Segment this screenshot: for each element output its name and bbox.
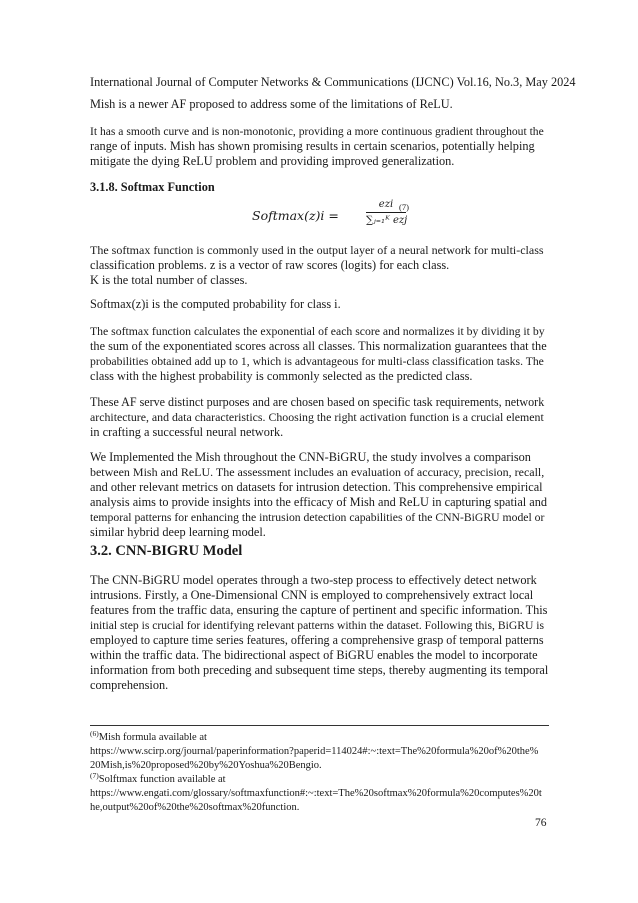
footnote-7	[90, 773, 549, 787]
text-line: probabilities obtained add up to 1, which is advantageous for multi-class classification tasks. The	[90, 355, 544, 368]
text-line: These AF serve distinct purposes and are chosen based on specific task requirements, network	[90, 395, 545, 409]
text-line: employed to capture time series features, offering a comprehensive grasp of temporal patterns	[90, 633, 544, 647]
softmax-formula	[252, 198, 422, 234]
text-line: temporal patterns for enhancing the intrusion detection capabilities of the CNN-BiGRU model or	[90, 511, 545, 524]
softmax-probability-line	[90, 297, 549, 312]
text-line: within the traffic data. The bidirectional aspect of BiGRU enables the model to incorporate	[90, 648, 538, 662]
footnote-text: Solftmax function available at	[98, 774, 226, 785]
softmax-definition	[90, 243, 549, 288]
text-line: similar hybrid deep learning model.	[90, 525, 266, 539]
equation-number: (7)	[399, 202, 409, 212]
text-line: between Mish and ReLU. The assessment includes an evaluation of accuracy, precision, recall,	[90, 465, 545, 479]
text-line: intrusions. Firstly, a One-Dimensional CNN is employed to comprehensively extract local	[90, 588, 534, 602]
text-line: features from the traffic data, ensuring the capture of pertinent and specific information. This	[90, 603, 548, 617]
text-line: comprehension.	[90, 678, 169, 692]
text-line: The softmax function calculates the exponential of each score and normalizes it by dividing it by	[90, 325, 545, 338]
footnote-mark: (6)	[90, 729, 99, 738]
page-number: 76	[535, 817, 547, 829]
footnote-6	[90, 731, 549, 745]
text-line: K is the total number of classes.	[90, 273, 248, 287]
text-line: architecture, and data characteristics. Choosing the right activation function is a crucial element	[90, 410, 544, 424]
footnote-link[interactable]: 20Mish,is%20proposed%20by%20Yoshua%20Bengio.	[90, 760, 322, 771]
footnote-link[interactable]: https://www.engati.com/glossary/softmaxfunction#:~:text=The%20softmax%20formula%20computes%20t	[90, 788, 542, 799]
footnote-rule	[90, 725, 549, 726]
text-line: information from both preceding and subsequent time steps, thereby augmenting its temporal	[90, 663, 549, 677]
formula-numerator: ezi	[378, 199, 394, 210]
text-line: class with the highest probability is commonly selected as the predicted class.	[90, 369, 473, 383]
text-line: in crafting a successful neural network.	[90, 425, 284, 439]
text-line: analysis aims to provide insights into the efficacy of Mish and ReLU in capturing spatial and	[90, 495, 548, 509]
formula-denominator: ∑ⱼ₌₁ᴷ ezj	[366, 215, 408, 226]
footnote-mark: (7)	[90, 771, 99, 780]
text-line: It has a smooth curve and is non-monotonic, providing a more continuous gradient throughout the	[90, 125, 544, 138]
text-line: The CNN-BiGRU model operates through a two-step process to effectively detect network	[90, 573, 537, 587]
footnote-link[interactable]: he,output%20of%20the%20softmax%20function.	[90, 802, 300, 813]
text-line: Softmax(z)i is the computed probability for class i.	[90, 297, 341, 311]
text-line: We Implemented the Mish throughout the CNN-BiGRU, the study involves a comparison	[90, 450, 531, 464]
cnn-bigru-paragraph	[90, 573, 549, 693]
text-line: initial step is crucial for identifying relevant patterns within the dataset. Following this, BiGRU is	[90, 619, 544, 632]
text-line: The softmax function is commonly used in the output layer of a neural network for multi-class	[90, 243, 544, 257]
text-line: and other relevant metrics on datasets for intrusion detection. This comprehensive empirical	[90, 480, 543, 494]
subsection-heading: 3.1.8. Softmax Function	[90, 180, 215, 194]
formula-lhs: 𝑆𝑜𝑓𝑡𝑚𝑎𝑥(𝑧)𝑖 =	[252, 208, 339, 223]
text-line: mitigate the dying ReLU problem and providing improved generalization.	[90, 154, 455, 168]
running-header: International Journal of Computer Networks & Communications (IJCNC) Vol.16, No.3, May 2024	[90, 75, 576, 89]
footnotes	[90, 731, 549, 815]
mish-paragraph	[90, 124, 549, 169]
text-line: range of inputs. Mish has shown promising results in certain scenarios, potentially helping	[90, 139, 535, 153]
fraction-bar	[366, 212, 406, 213]
text-line: classification problems. z is a vector of raw scores (logits) for each class.	[90, 258, 450, 272]
footnote-link[interactable]: https://www.scirp.org/journal/paperinformation?paperid=114024#:~:text=The%20formula%20of%20the%	[90, 746, 539, 757]
mish-implementation-paragraph	[90, 450, 549, 540]
section-heading: 3.2. CNN-BIGRU Model	[90, 543, 243, 559]
text-line: the sum of the exponentiated scores across all classes. This normalization guarantees that the	[90, 339, 547, 353]
footnote-text: Mish formula available at	[98, 732, 207, 743]
text-line: Mish is a newer AF proposed to address some of the limitations of ReLU.	[90, 97, 453, 111]
intro-line	[90, 97, 549, 112]
af-paragraph	[90, 395, 549, 440]
softmax-paragraph	[90, 324, 549, 384]
